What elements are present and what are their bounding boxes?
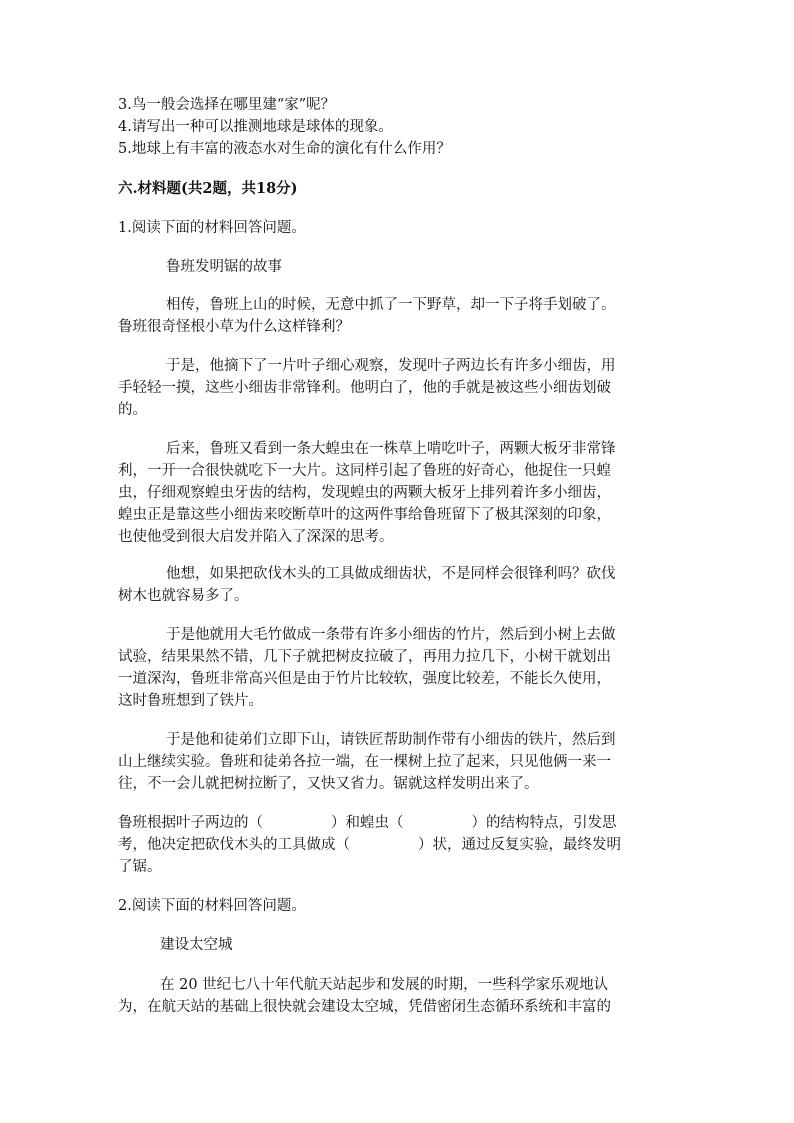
- q1-p6-line2: 山上继续实验。鲁班和徒弟各拉一端，在一棵树上拉了起来，只见他俩一来一: [118, 754, 611, 770]
- q1-p1-line1: 相传，鲁班上山的时候，无意中抓了一下野草，却一下子将手划破了。: [166, 297, 616, 313]
- q1-p5-line3: 一道深沟，鲁班非常高兴但是由于竹片比较软，强度比较差，不能长久使用，: [118, 671, 611, 687]
- fill-text: ）状，通过反复实验，最终发明: [418, 837, 621, 853]
- q1-p5-line2: 试验，结果果然不错，几下子就把树皮拉破了，再用力拉几下，小树干就划出: [118, 649, 611, 665]
- question-3: 3.鸟一般会选择在哪里建“家”呢？: [118, 97, 336, 113]
- q1-p5-line4: 这时鲁班想到了铁片。: [118, 693, 263, 709]
- q2-prompt: 2.阅读下面的材料回答问题。: [118, 898, 306, 914]
- q1-fill-line3: 了锯。: [118, 859, 162, 875]
- q1-prompt: 1.阅读下面的材料回答问题。: [118, 220, 306, 236]
- q1-p2-line1: 于是，他摘下了一片叶子细心观察，发现叶子两边长有许多小细齿，用: [166, 358, 616, 374]
- q1-p3-line2: 利，一开一合很快就吃下一大片。这同样引起了鲁班的好奇心，他捉住一只蝗: [118, 463, 611, 479]
- q1-title: 鲁班发明锯的故事: [166, 259, 282, 275]
- q1-p6-line1: 于是他和徒弟们立即下山，请铁匠帮助制作带有小细齿的铁片，然后到: [166, 732, 616, 748]
- q1-p2-line2: 手轻轻一摸，这些小细齿非常锋利。他明白了，他的手就是被这些小细齿划破: [118, 380, 611, 396]
- q1-p3-line5: 也使他受到很大启发并陷入了深深的思考。: [118, 529, 394, 545]
- q1-p3-line4: 蝗虫正是靠这些小细齿来咬断草叶的这两件事给鲁班留下了极其深刻的印象，: [118, 507, 611, 523]
- q1-p4-line1: 他想，如果把砍伐木头的工具做成细齿状，不是同样会很锋利吗？砍伐: [166, 566, 616, 582]
- fill-text: 鲁班根据叶子两边的（: [118, 815, 263, 831]
- fill-text: ）的结构特点，引发思: [471, 815, 617, 831]
- q1-p2-line3: 的。: [118, 402, 147, 418]
- q1-p4-line2: 树木也就容易多了。: [118, 588, 249, 604]
- q2-p1-line1: 在 20 世纪七八十年代航天站起步和发展的时期，一些科学家乐观地认: [160, 977, 609, 993]
- q1-p3-line3: 虫，仔细观察蝗虫牙齿的结构，发现蝗虫的两颗大板牙上排列着许多小细齿，: [118, 485, 611, 501]
- q1-p5-line1: 于是他就用大毛竹做成一条带有许多小细齿的竹片，然后到小树上去做: [166, 627, 616, 643]
- section-title: 六.材料题(共2题，共18分): [118, 180, 298, 197]
- q1-p6-line3: 往，不一会儿就把树拉断了，又快又省力。锯就这样发明出来了。: [118, 776, 539, 792]
- q1-fill-line2: [118, 834, 621, 856]
- q1-p1-line2: 鲁班很奇怪根小草为什么这样锋利？: [118, 319, 350, 335]
- q2-title: 建设太空城: [160, 937, 233, 953]
- fill-text: ）和蝗虫（: [331, 815, 404, 831]
- q1-fill-line1: [118, 812, 617, 834]
- question-5: 5.地球上有丰富的液态水对生命的演化有什么作用？: [118, 141, 451, 157]
- q1-p3-line1: 后来，鲁班又看到一条大蝗虫在一株草上啃吃叶子，两颗大板牙非常锋: [166, 441, 616, 457]
- question-4: 4.请写出一种可以推测地球是球体的现象。: [118, 119, 393, 135]
- fill-text: 考，他决定把砍伐木头的工具做成（: [118, 837, 350, 853]
- q2-p1-line2: 为，在航天站的基础上很快就会建设太空城，凭借密闭生态循环系统和丰富的: [118, 999, 611, 1015]
